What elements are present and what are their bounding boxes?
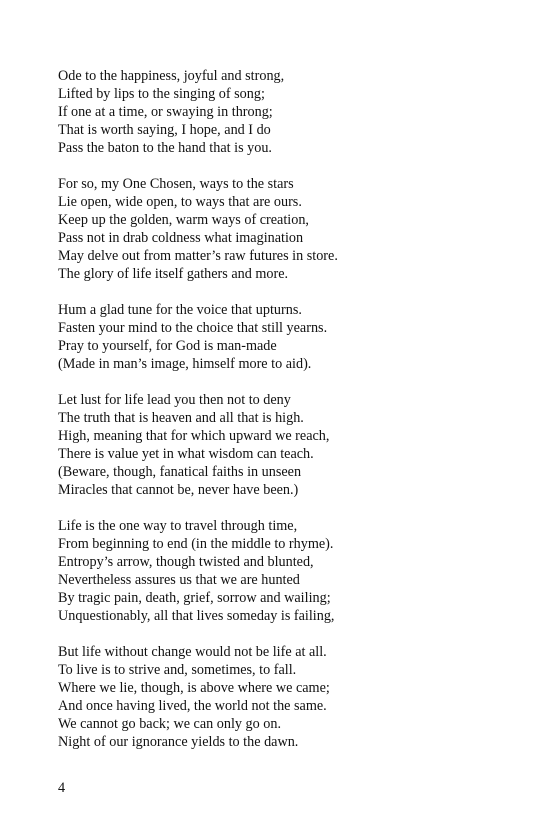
- stanza-6: [58, 643, 538, 751]
- poem-line: We cannot go back; we can only go on.: [58, 716, 282, 732]
- poem-line: May delve out from matter’s raw futures in store.: [58, 248, 338, 264]
- poem-line: Lie open, wide open, to ways that are ours.: [58, 194, 302, 210]
- poem-line: Pass the baton to the hand that is you.: [58, 140, 272, 156]
- poem-line: There is value yet in what wisdom can teach.: [58, 446, 314, 462]
- poem-line: Entropy’s arrow, though twisted and blunted,: [58, 554, 314, 570]
- poem-line: (Beware, though, fanatical faiths in unseen: [58, 464, 302, 480]
- poem-body: [58, 67, 538, 769]
- stanza-3: [58, 301, 538, 373]
- poem-line: To live is to strive and, sometimes, to fall.: [58, 662, 297, 678]
- stanza-4: [58, 391, 538, 499]
- poem-line: But life without change would not be life at all.: [58, 644, 327, 660]
- poem-line: The glory of life itself gathers and more.: [58, 266, 289, 282]
- poem-line: Nevertheless assures us that we are hunted: [58, 572, 300, 588]
- poem-line: Where we lie, though, is above where we came;: [58, 680, 330, 696]
- poem-line: Fasten your mind to the choice that still yearns.: [58, 320, 328, 336]
- poem-line: That is worth saying, I hope, and I do: [58, 122, 271, 138]
- poem-line: Pass not in drab coldness what imagination: [58, 230, 304, 246]
- page-number: 4: [58, 780, 66, 796]
- poem-line: High, meaning that for which upward we reach,: [58, 428, 330, 444]
- poem-line: Hum a glad tune for the voice that upturns.: [58, 302, 302, 318]
- poem-line: Night of our ignorance yields to the dawn.: [58, 734, 299, 750]
- poem-line: For so, my One Chosen, ways to the stars: [58, 176, 294, 192]
- poem-line: From beginning to end (in the middle to rhyme).: [58, 536, 334, 552]
- poem-line: Unquestionably, all that lives someday is failing,: [58, 608, 335, 624]
- poem-line: Pray to yourself, for God is man-made: [58, 338, 277, 354]
- poem-line: Miracles that cannot be, never have been.): [58, 482, 299, 498]
- stanza-5: [58, 517, 538, 625]
- poem-line: Life is the one way to travel through time,: [58, 518, 298, 534]
- poem-line: Keep up the golden, warm ways of creation,: [58, 212, 309, 228]
- poem-line: If one at a time, or swaying in throng;: [58, 104, 273, 120]
- stanza-2: [58, 175, 538, 283]
- poem-line: And once having lived, the world not the same.: [58, 698, 327, 714]
- stanza-1: [58, 67, 538, 157]
- poem-line: (Made in man’s image, himself more to aid).: [58, 356, 312, 372]
- poem-line: The truth that is heaven and all that is high.: [58, 410, 304, 426]
- poem-line: By tragic pain, death, grief, sorrow and wailing;: [58, 590, 331, 606]
- poem-line: Ode to the happiness, joyful and strong,: [58, 68, 285, 84]
- poem-line: Let lust for life lead you then not to deny: [58, 392, 291, 408]
- poem-line: Lifted by lips to the singing of song;: [58, 86, 265, 102]
